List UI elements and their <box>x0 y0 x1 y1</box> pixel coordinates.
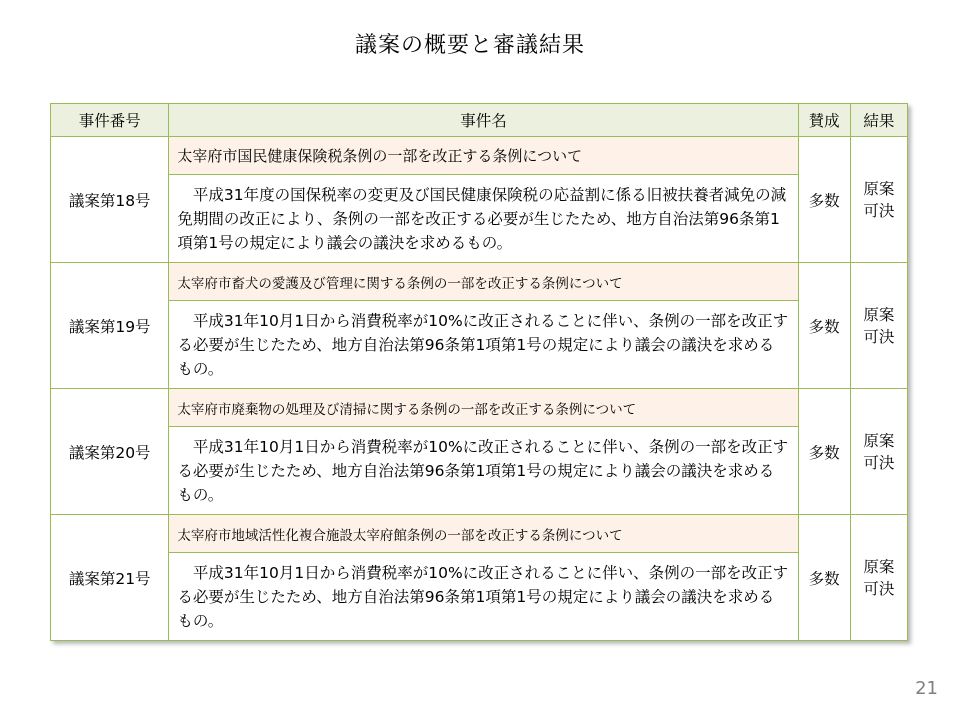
page-number: 21 <box>915 678 938 699</box>
header-case-no: 事件番号 <box>51 104 169 137</box>
slide-title: 議案の概要と審議結果 <box>354 33 585 58</box>
case-result <box>850 389 907 515</box>
case-result-line1: 原案 <box>863 557 895 576</box>
table-row <box>51 263 908 301</box>
case-result <box>850 515 907 641</box>
case-number: 議案第21号 <box>51 515 169 641</box>
header-case-name: 事件名 <box>169 104 798 137</box>
case-number: 議案第20号 <box>51 389 169 515</box>
case-description: 平成31年10月1日から消費税率が10%に改正されることに伴い、条例の一部を改正する必要が生じたため、地方自治法第96条第1項第1号の規定により議会の議決を求めるもの。 <box>169 427 798 515</box>
table-row-description <box>51 427 908 515</box>
case-description: 平成31年10月1日から消費税率が10%に改正されることに伴い、条例の一部を改正する必要が生じたため、地方自治法第96条第1項第1号の規定により議会の議決を求めるもの。 <box>169 301 798 389</box>
case-number: 議案第18号 <box>51 137 169 263</box>
case-result-line1: 原案 <box>863 179 895 198</box>
table-header-row <box>51 104 908 137</box>
table-row <box>51 137 908 175</box>
table-row-description <box>51 175 908 263</box>
case-title: 太宰府市畜犬の愛護及び管理に関する条例の一部を改正する条例について <box>169 263 798 301</box>
case-result-line2: 可決 <box>863 579 895 598</box>
case-title: 太宰府市地域活性化複合施設太宰府館条例の一部を改正する条例について <box>169 515 798 553</box>
case-result <box>850 263 907 389</box>
table-row <box>51 515 908 553</box>
agenda-table-container <box>50 103 908 641</box>
case-description: 平成31年10月1日から消費税率が10%に改正されることに伴い、条例の一部を改正する必要が生じたため、地方自治法第96条第1項第1号の規定により議会の議決を求めるもの。 <box>169 553 798 641</box>
case-vote: 多数 <box>798 263 850 389</box>
case-title: 太宰府市廃棄物の処理及び清掃に関する条例の一部を改正する条例について <box>169 389 798 427</box>
case-result <box>850 137 907 263</box>
case-result-line1: 原案 <box>863 305 895 324</box>
case-description: 平成31年度の国保税率の変更及び国民健康保険税の応益割に係る旧被扶養者減免の減免期間の改正により、条例の一部を改正する必要が生じたため、地方自治法第96条第1項第1号の規定により議会の議決を求めるもの。 <box>169 175 798 263</box>
case-result-line2: 可決 <box>863 453 895 472</box>
case-result-line2: 可決 <box>863 201 895 220</box>
header-vote: 賛成 <box>798 104 850 137</box>
case-vote: 多数 <box>798 137 850 263</box>
case-number: 議案第19号 <box>51 263 169 389</box>
case-vote: 多数 <box>798 389 850 515</box>
case-result-line2: 可決 <box>863 327 895 346</box>
agenda-results-table <box>50 103 908 641</box>
table-row-description <box>51 301 908 389</box>
case-result-line1: 原案 <box>863 431 895 450</box>
table-row-description <box>51 553 908 641</box>
header-result: 結果 <box>850 104 907 137</box>
table-row <box>51 389 908 427</box>
case-vote: 多数 <box>798 515 850 641</box>
case-title: 太宰府市国民健康保険税条例の一部を改正する条例について <box>169 137 798 175</box>
